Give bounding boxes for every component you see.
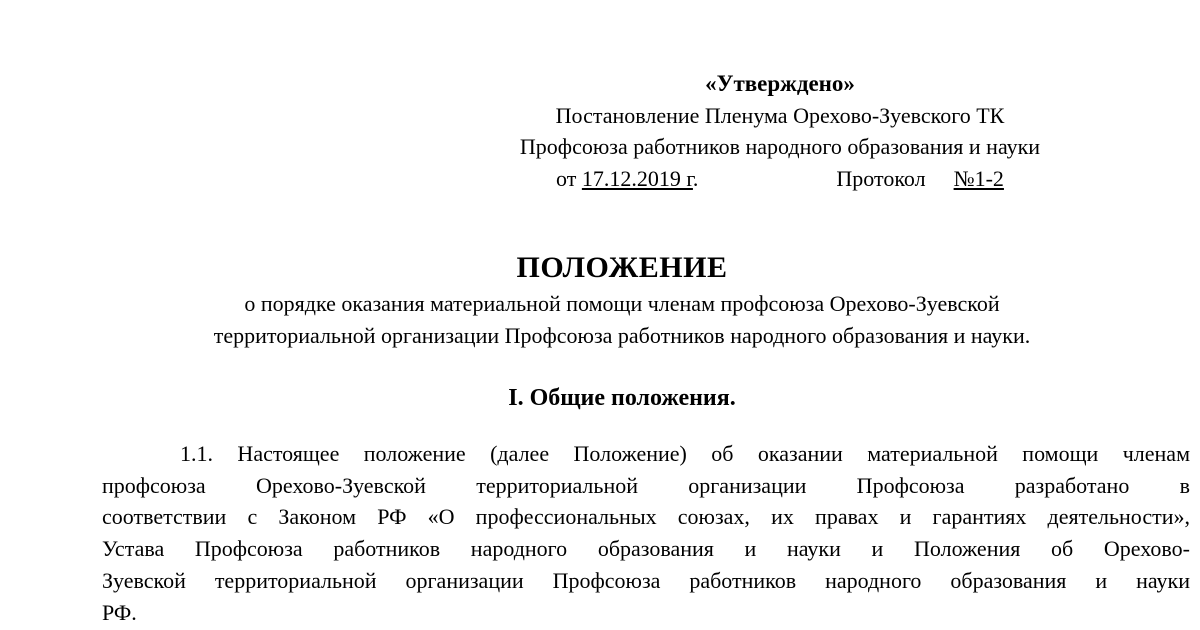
- date-suffix: .: [692, 165, 699, 191]
- date-value: 17.12.2019 г: [581, 165, 693, 191]
- document-title: ПОЛОЖЕНИЕ: [516, 251, 728, 284]
- subtitle-line-1: о порядке оказания материальной помощи членам профсоюза Орехово-Зуевской: [244, 291, 1000, 316]
- paragraph-line-1: 1.1. Настоящее положение (далее Положение) об оказании материальной помощи членам: [180, 441, 1190, 466]
- subtitle-line-2: территориальной организации Профсоюза работников народного образования и науки.: [213, 322, 1031, 348]
- paragraph-line-2: профсоюза Орехово-Зуевской территориальной организации Профсоюза разработано в: [102, 472, 1190, 498]
- protocol-number: №1-2: [953, 165, 1004, 191]
- paragraph-line-4: Устава Профсоюза работников народного образования и науки и Положения об Орехово-: [102, 536, 1190, 562]
- protocol-label: Протокол: [836, 165, 926, 191]
- paragraph-line-6: РФ.: [102, 599, 137, 625]
- approval-line-1: Постановление Пленума Орехово-Зуевского ТК: [555, 102, 1005, 128]
- paragraph-line-3: соответствии с Законом РФ «О профессиональных союзах, их правах и гарантиях деятельности»,: [102, 504, 1190, 530]
- date-prefix: от: [556, 165, 577, 191]
- approval-stamp: «Утверждено»: [705, 71, 855, 96]
- approval-line-2: Профсоюза работников народного образования и науки: [519, 134, 1041, 159]
- paragraph-line-5: Зуевской территориальной организации Профсоюза работников народного образования и науки: [102, 567, 1190, 593]
- section-heading: I. Общие положения.: [508, 385, 736, 411]
- approval-date-line: [460, 163, 1100, 195]
- approval-block: [460, 68, 1100, 194]
- paragraph-1-1: [102, 438, 1190, 628]
- document-subtitle: [102, 288, 1142, 351]
